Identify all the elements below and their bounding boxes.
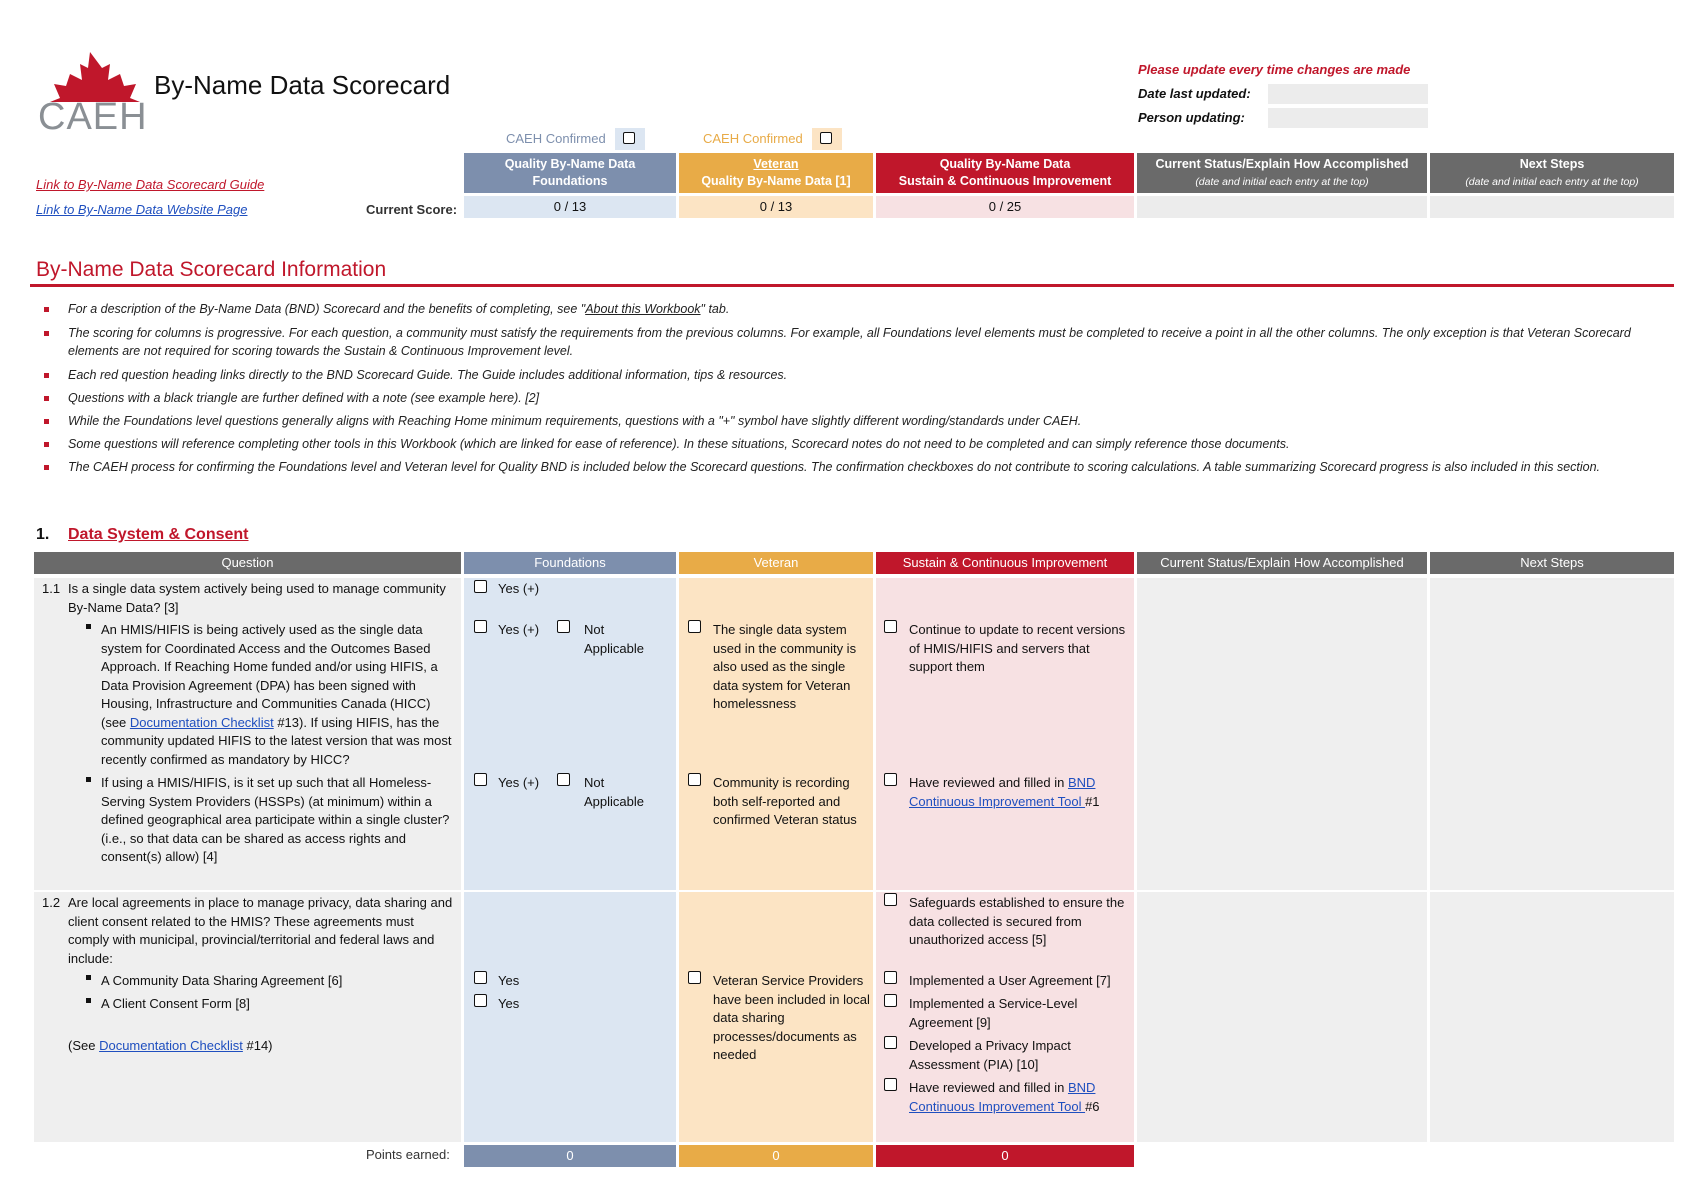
bullet-text: The scoring for columns is progressive. For each question, a community must satisfy the requirements from the previous columns. For example, all Foundations level elements must be completed to receive a point in all the other columns. The only exception is that Veteran Scorecard elements are not required for scoring towards the Sustain & Continuous Improvement level.: [68, 326, 1631, 358]
sustain-current-score: 0 / 25: [876, 196, 1134, 218]
veteran-header-line2: Quality By-Name Data [1]: [701, 174, 851, 188]
info-bullet: [42, 412, 1682, 430]
q11-sub1-foundations-label: Yes (+): [498, 622, 540, 637]
caeh-confirmed-foundations-checkbox[interactable]: [623, 132, 635, 144]
sub-bullet-marker: [86, 975, 91, 980]
sustain-header-line2: Sustain & Continuous Improvement: [898, 174, 1112, 188]
caeh-confirmed-veteran-box: [812, 128, 842, 150]
col-header-foundations: Foundations: [464, 552, 676, 574]
status-header-line2: (date and initial each entry at the top): [1195, 176, 1369, 188]
q11-sub2-na-checkbox[interactable]: [557, 773, 570, 786]
bullet-text: Some questions will reference completing other tools in this Workbook (which are linked for ease of reference). In these situations, Scorecard notes do not need to be completed and can simply reference those documents.: [68, 437, 1290, 451]
q12-next-steps-cell[interactable]: [1430, 892, 1674, 1142]
scorecard-guide-link[interactable]: Link to By-Name Data Scorecard Guide: [36, 177, 265, 192]
col-header-question: Question: [34, 552, 461, 574]
q11-sub2-na-label: Not Applicable: [584, 775, 644, 809]
section-name-link[interactable]: Data System & Consent: [68, 526, 249, 543]
q11-sub2: If using a HMIS/HIFIS, is it set up such that all Homeless-Serving System Providers (HSSPs) (at minimum) within a defined geographical area participate within a single cluster? (i.e., so that data can be shared as access rights and consent(s) allow) [4]: [101, 775, 450, 864]
next-steps-header-line2: (date and initial each entry at the top): [1465, 176, 1639, 188]
info-bullet: [42, 324, 1682, 360]
bullet-marker: [44, 465, 49, 470]
q11-sustain-text-1: Continue to update to recent versions of HMIS/HIFIS and servers that support them: [909, 622, 1126, 674]
foundations-current-score: 0 / 13: [464, 196, 676, 218]
q12-veteran-text: Veteran Service Providers have been included in local data sharing processes/documents as needed: [713, 973, 870, 1062]
caeh-confirmed-foundations-label: CAEH Confirmed: [506, 131, 606, 146]
foundations-header-line1: Quality By-Name Data: [504, 157, 636, 171]
q11-veteran-text-2: Community is recording both self-reported and confirmed Veteran status: [713, 775, 857, 827]
info-bullet: [42, 389, 1682, 407]
q11-sustain-text-2-pre: Have reviewed and filled in: [909, 775, 1068, 790]
section-number: 1.: [36, 526, 50, 543]
q11-sub1-text-end: #13). If using HIFIS, has the community updated HIFIS to the latest version that was most recently confirmed as mandatory by HICC?: [101, 714, 452, 767]
q12-foundations-checkbox-2[interactable]: [474, 994, 487, 1007]
bullet-text-end: " tab.: [700, 302, 730, 316]
q12-sustain-text-5-pre: Have reviewed and filled in: [909, 1080, 1068, 1095]
q11-status-cell[interactable]: [1137, 578, 1427, 890]
col-header-status: Current Status/Explain How Accomplished: [1137, 552, 1427, 574]
q11-sub2-foundations-label: Yes (+): [498, 775, 540, 790]
info-section-title: By-Name Data Scorecard Information: [36, 258, 387, 281]
date-last-updated-label: Date last updated:: [1138, 86, 1251, 101]
logo-text: CAEH: [38, 96, 148, 138]
q12-foundations-label-1: Yes: [498, 973, 520, 988]
bullet-marker: [44, 442, 49, 447]
sustain-points: 0: [876, 1145, 1134, 1167]
bnd-continuous-improvement-tool-link[interactable]: BND Continuous Improvement Tool: [909, 1080, 1096, 1114]
bullet-marker: [44, 396, 49, 401]
documentation-checklist-link[interactable]: Documentation Checklist: [99, 1038, 243, 1053]
q12-sustain-checkbox-4[interactable]: [884, 1036, 897, 1049]
q11-sub1-na-checkbox[interactable]: [557, 620, 570, 633]
q11-sustain-text-2-post: #1: [1085, 793, 1100, 809]
bullet-text: Each red question heading links directly to the BND Scorecard Guide. The Guide includes additional information, tips & resources.: [68, 368, 788, 382]
bullet-marker: [44, 373, 49, 378]
q11-text: Is a single data system actively being used to manage community By-Name Data? [3]: [68, 581, 446, 615]
q12-sustain-text-5-post: #6: [1085, 1098, 1100, 1114]
bullet-text: For a description of the By-Name Data (BND) Scorecard and the benefits of completing, see ": [68, 302, 586, 316]
q12-veteran-checkbox[interactable]: [688, 971, 701, 984]
next-steps-current-score[interactable]: [1430, 196, 1674, 218]
bullet-text: Questions with a black triangle are further defined with a note (see example here). [2]: [68, 391, 540, 405]
sustain-header-line1: Quality By-Name Data: [939, 157, 1071, 171]
q11-sub1-foundations-checkbox[interactable]: [474, 620, 487, 633]
q11-number: 1.1: [42, 581, 61, 596]
q12-sustain-checkbox-2[interactable]: [884, 971, 897, 984]
status-score-header: [1137, 153, 1427, 193]
page-title: By-Name Data Scorecard: [154, 70, 451, 100]
q11-sustain-text-2: [909, 774, 1131, 811]
q12-sustain-checkbox-1[interactable]: [884, 893, 897, 906]
foundations-header-line2: Foundations: [532, 174, 608, 188]
caeh-confirmed-veteran-label: CAEH Confirmed: [703, 131, 803, 146]
info-bullet: [42, 435, 1682, 453]
q12-sustain-checkbox-5[interactable]: [884, 1078, 897, 1091]
q11-sub1-text: An HMIS/HIFIS is being actively used as the single data system for Coordinated Access and the Outcomes Based Approach. If Reaching Home funded and/or using HIFIS, a Data Provision Agreement (DPA) has been signed with Housing, Infrastructure and Communities Canada (HICC) (see: [101, 622, 438, 730]
points-earned-label: Points earned:: [366, 1147, 450, 1162]
info-bullet: [42, 458, 1682, 476]
next-steps-score-header: [1430, 153, 1674, 193]
q12-see-post: #14): [242, 1038, 273, 1053]
person-updating-label: Person updating:: [1138, 110, 1245, 125]
q11-sub1: [101, 621, 456, 769]
q11-veteran-checkbox-2[interactable]: [688, 773, 701, 786]
q12-sustain-text-2: Implemented a User Agreement [7]: [909, 973, 1111, 988]
q11-veteran-checkbox-1[interactable]: [688, 620, 701, 633]
q12-sustain-text-1: Safeguards established to ensure the data collected is secured from unauthorized access [5]: [909, 895, 1125, 947]
next-steps-header-line1: Next Steps: [1519, 157, 1585, 171]
q12-sustain-text-5: [909, 1079, 1131, 1116]
veteran-score-header: [679, 153, 873, 193]
q12-sub1: A Community Data Sharing Agreement [6]: [101, 973, 343, 988]
info-bullet: [42, 366, 1682, 384]
q12-sustain-text-3: Implemented a Service-Level Agreement [9]: [909, 996, 1078, 1030]
about-workbook-link[interactable]: About this Workbook: [585, 302, 701, 316]
status-current-score[interactable]: [1137, 196, 1427, 218]
q12-sustain-checkbox-3[interactable]: [884, 994, 897, 1007]
foundations-score-header: [464, 153, 676, 193]
q12-number: 1.2: [42, 895, 61, 910]
veteran-current-score: 0 / 13: [679, 196, 873, 218]
website-page-link[interactable]: Link to By-Name Data Website Page: [36, 202, 248, 217]
section-divider: [30, 284, 1674, 287]
caeh-confirmed-veteran-checkbox[interactable]: [820, 132, 832, 144]
col-header-next-steps: Next Steps: [1430, 552, 1674, 574]
q11-next-steps-cell[interactable]: [1430, 578, 1674, 890]
veteran-points: 0: [679, 1145, 873, 1167]
q11-sub1-na-label: Not Applicable: [584, 622, 644, 656]
q12-foundations-label-2: Yes: [498, 996, 520, 1011]
q12-status-cell[interactable]: [1137, 892, 1427, 1142]
q11-veteran-text-1: The single data system used in the community is also used as the single data system for Veteran homelessness: [713, 622, 857, 711]
bullet-text: The CAEH process for confirming the Foundations level and Veteran level for Quality BND is included below the Scorecard questions. The confirmation checkboxes do not contribute to scoring calculations. A table summarizing Scorecard progress is also included in this section.: [68, 460, 1601, 474]
q11-foundations-label: Yes (+): [498, 581, 540, 596]
q12-text: Are local agreements in place to manage privacy, data sharing and client consent related to the HMIS? These agreements must comply with municipal, provincial/territorial and federal laws and include:: [68, 895, 453, 966]
bullet-marker: [44, 331, 49, 336]
q11-sustain-checkbox-1[interactable]: [884, 620, 897, 633]
bullet-text: While the Foundations level questions generally aligns with Reaching Home minimum requirements, questions with a "+" symbol have slightly different wording/standards under CAEH.: [68, 414, 1082, 428]
q11-foundations-checkbox[interactable]: [474, 580, 487, 593]
date-last-updated-field[interactable]: [1268, 84, 1428, 104]
q12-foundations-checkbox-1[interactable]: [474, 971, 487, 984]
q12-see-note: [68, 1037, 456, 1056]
col-header-sustain: Sustain & Continuous Improvement: [876, 552, 1134, 574]
q12-foundations-cell: [464, 892, 676, 1142]
q11-sustain-checkbox-2[interactable]: [884, 773, 897, 786]
caeh-confirmed-foundations-box: [615, 128, 645, 150]
q12-sustain-text-4: Developed a Privacy Impact Assessment (PIA) [10]: [909, 1038, 1071, 1072]
current-score-label: Current Score:: [366, 202, 458, 217]
status-header-line1: Current Status/Explain How Accomplished: [1155, 157, 1409, 171]
update-note: Please update every time changes are made: [1138, 62, 1411, 77]
col-header-veteran: Veteran: [679, 552, 873, 574]
sub-bullet-marker: [86, 777, 91, 782]
sub-bullet-marker: [86, 998, 91, 1003]
q12-see-pre: (See: [68, 1038, 100, 1053]
info-bullet: [42, 300, 1682, 318]
bnd-continuous-improvement-tool-link[interactable]: BND Continuous Improvement Tool: [909, 775, 1096, 809]
q12-sub2: A Client Consent Form [8]: [101, 996, 250, 1011]
person-updating-field[interactable]: [1268, 108, 1428, 128]
documentation-checklist-link[interactable]: Documentation Checklist: [129, 714, 274, 730]
q11-sub2-foundations-checkbox[interactable]: [474, 773, 487, 786]
veteran-header-link[interactable]: Veteran: [753, 157, 799, 171]
foundations-points: 0: [464, 1145, 676, 1167]
sub-bullet-marker: [86, 624, 91, 629]
bullet-marker: [44, 419, 49, 424]
sustain-score-header: [876, 153, 1134, 193]
bullet-marker: [44, 307, 49, 312]
